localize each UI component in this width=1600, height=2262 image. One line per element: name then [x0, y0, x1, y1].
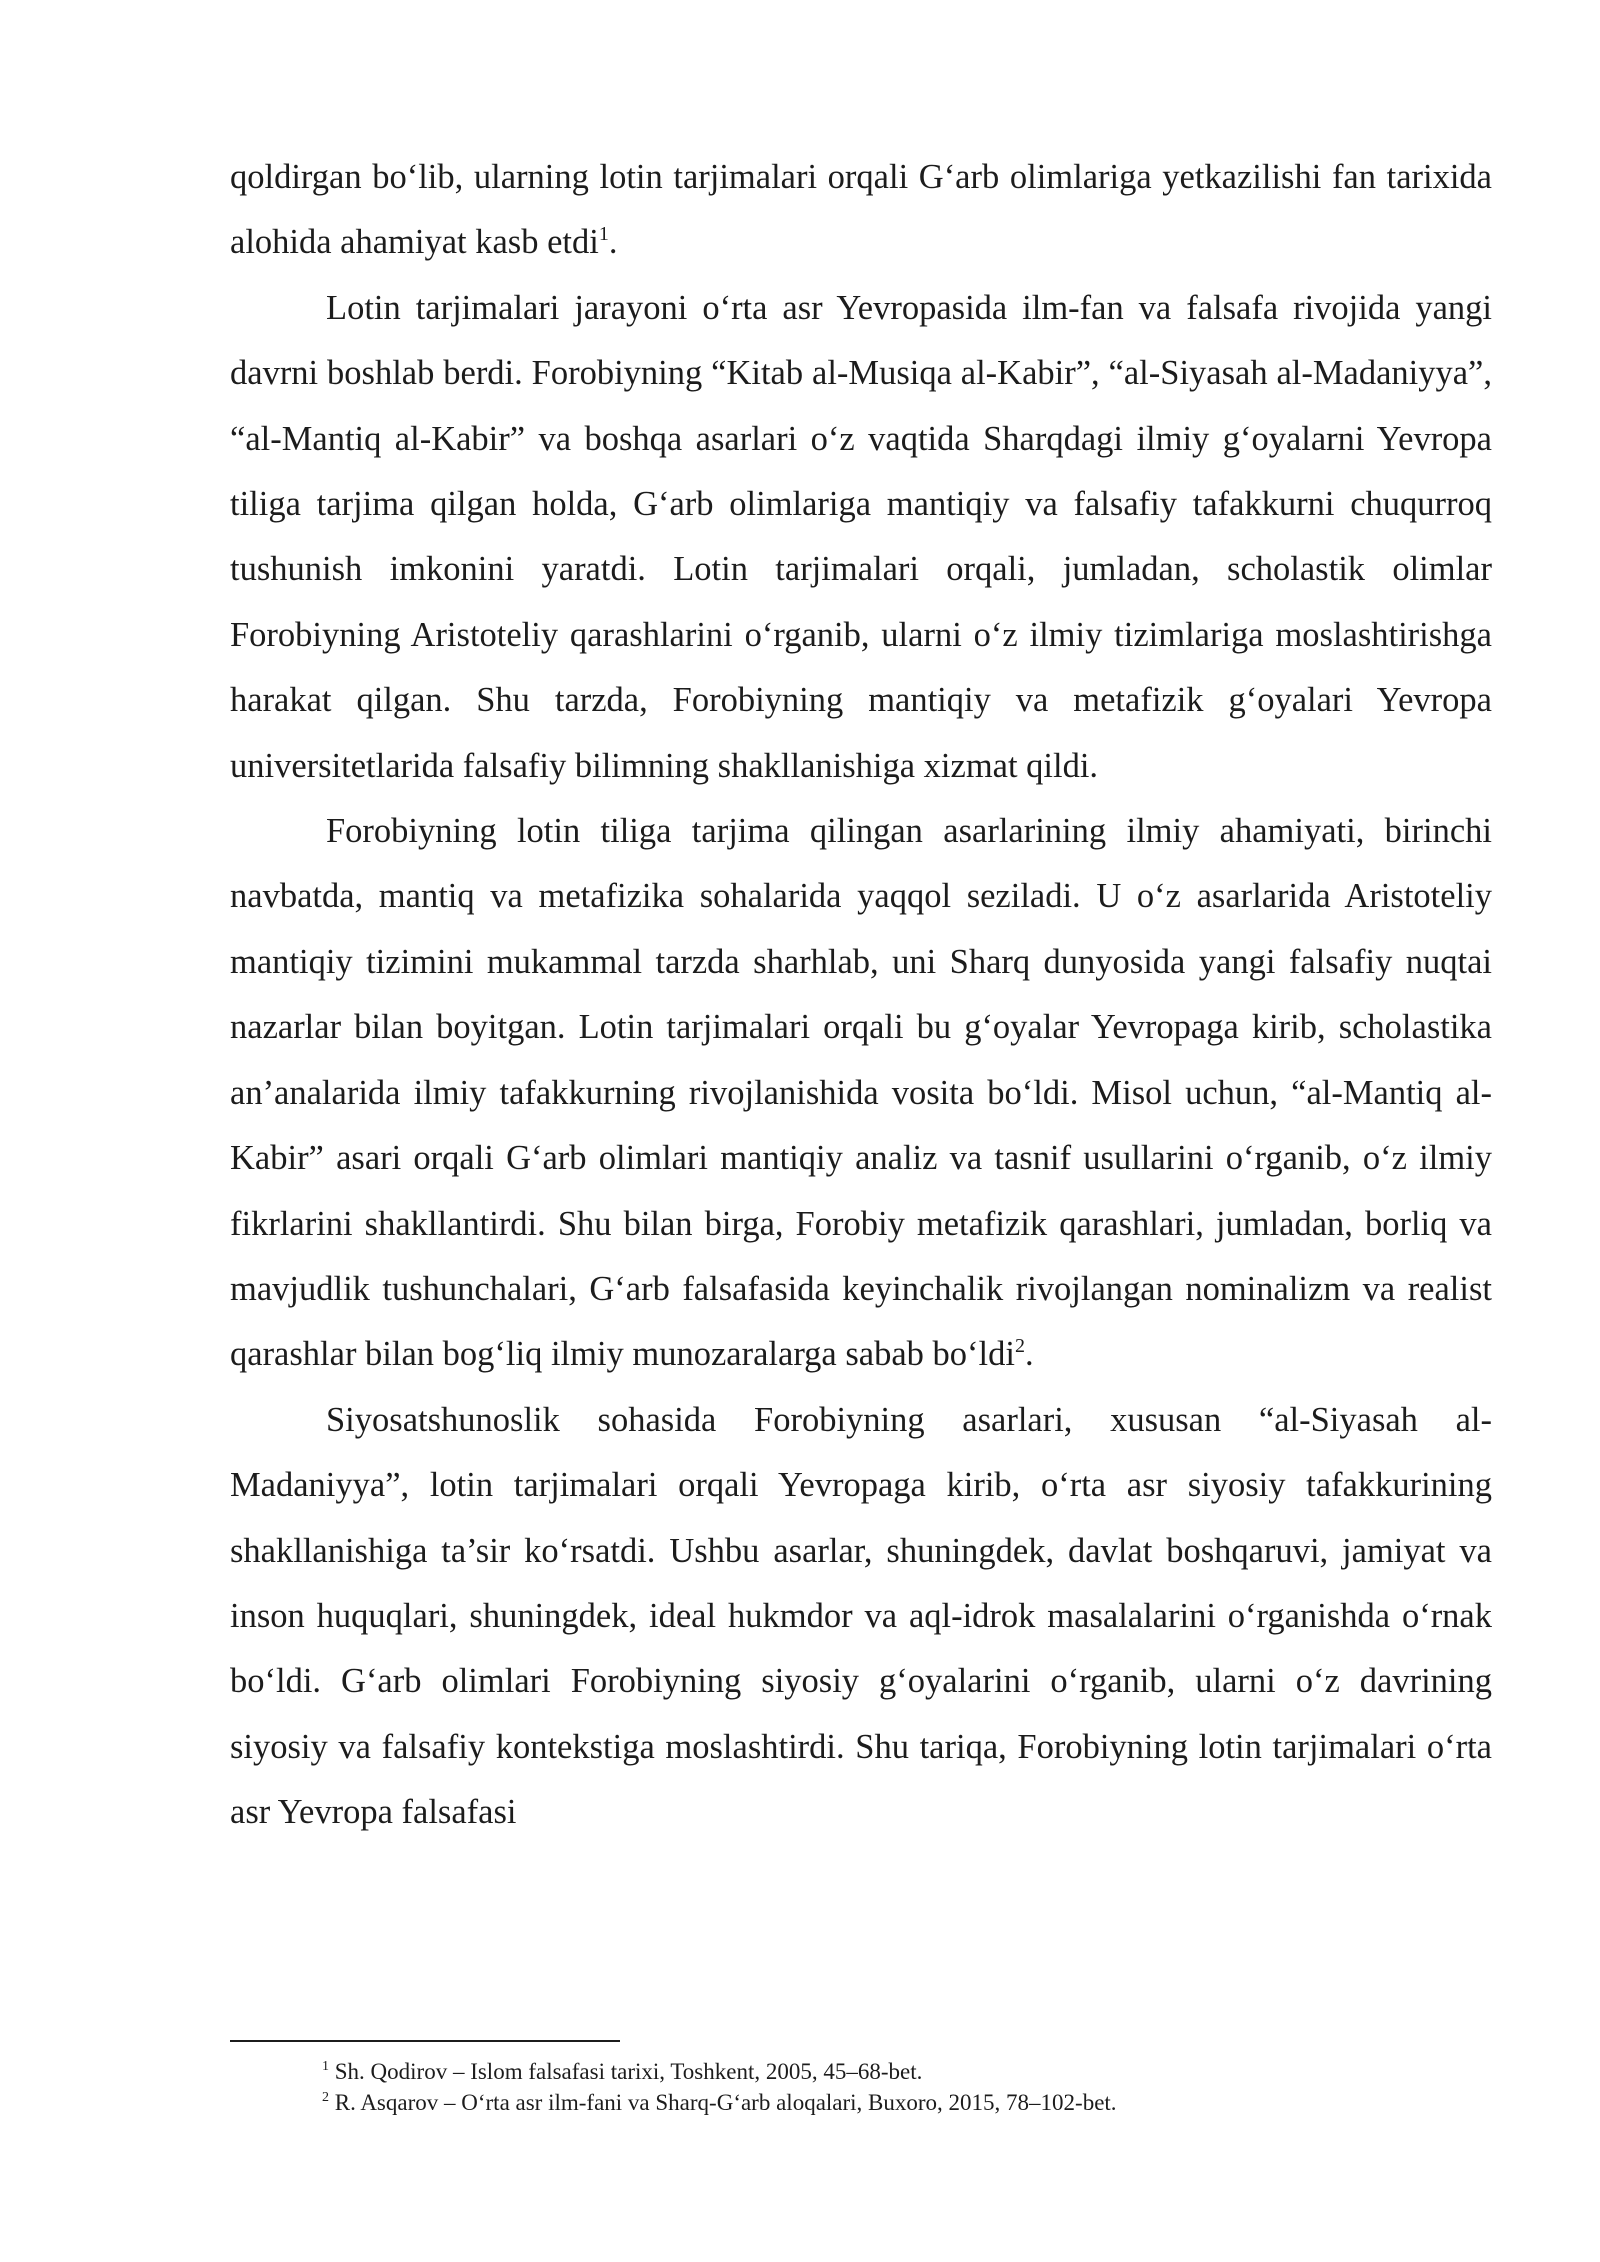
- footnote-mark: 1: [322, 2059, 329, 2074]
- paragraph-text: Siyosatshunoslik sohasida Forobiyning asarlari, xususan “al-Siyasah al-Madaniyya”, lotin tarjimalari orqali Yevropaga kirib, o‘rta asr siyosiy tafakkurining shakllanishiga ta’sir ko‘rsatdi. Ushbu asarlar, shuningdek, davlat boshqaruvi, jamiyat va inson huquqlari, shuningdek, ideal hukmdor va aql-idrok masalalarini o‘rganishda o‘rnak bo‘ldi. G‘arb olimlari Forobiyning siyosiy g‘oyalarini o‘rganib, ularni o‘z davrining siyosiy va falsafiy kontekstiga moslashtirdi. Shu tariqa, Forobiyning lotin tarjimalari o‘rta asr Yevropa falsafasi: [230, 1400, 1492, 1832]
- paragraph: [230, 276, 1492, 799]
- footnote: [322, 2056, 1482, 2087]
- paragraph-text: Forobiyning lotin tiliga tarjima qilingan asarlarining ilmiy ahamiyati, birinchi navbatda, mantiq va metafizika sohalarida yaqqol seziladi. U o‘z asarlarida Aristoteliy mantiqiy tizimini mukammal tarzda sharhlab, uni Sharq dunyosida yangi falsafiy nuqtai nazarlar bilan boyitgan. Lotin tarjimalari orqali bu g‘oyalar Yevropaga kirib, scholastika an’analarida ilmiy tafakkurning rivojlanishida vosita bo‘ldi. Misol uchun, “al-Mantiq al-Kabir” asari orqali G‘arb olimlari mantiqiy analiz va tasnif usullarini o‘rganib, o‘z ilmiy fikrlarini shakllantirdi. Shu bilan birga, Forobiy metafizik qarashlari, jumladan, borliq va mavjudlik tushunchalari, G‘arb falsafasida keyinchalik rivojlangan nominalizm va realist qarashlar bilan bog‘liq ilmiy munozaralarga sabab bo‘ldi: [230, 812, 1492, 1374]
- body-text: [230, 145, 1492, 1846]
- paragraph-text: Lotin tarjimalari jarayoni o‘rta asr Yevropasida ilm-fan va falsafa rivojida yangi davrni boshlab berdi. Forobiyning “Kitab al-Musiqa al-Kabir”, “al-Siyasah al-Madaniyya”, “al-Mantiq al-Kabir” va boshqa asarlari o‘z vaqtida Sharqdagi ilmiy g‘oyalarni Yevropa tiliga tarjima qilgan holda, G‘arb olimlariga mantiqiy va falsafiy tafakkurni chuqurroq tushunish imkonini yaratdi. Lotin tarjimalari orqali, jumladan, scholastik olimlar Forobiyning Aristoteliy qarashlarini o‘rganib, ularni o‘z ilmiy tizimlariga moslashtirishga harakat qilgan. Shu tarzda, Forobiyning mantiqiy va metafizik g‘oyalari Yevropa universitetlarida falsafiy bilimning shakllanishiga xizmat qildi.: [230, 288, 1492, 785]
- paragraph-text: qoldirgan bo‘lib, ularning lotin tarjimalari orqali G‘arb olimlariga yetkazilishi fan tarixida alohida ahamiyat kasb etdi: [230, 158, 1492, 262]
- paragraph: [230, 1388, 1492, 1846]
- footnotes: [322, 2056, 1482, 2118]
- paragraph: [230, 799, 1492, 1388]
- paragraph-end: .: [1024, 1335, 1034, 1374]
- footnote-mark: 2: [322, 2090, 329, 2105]
- paragraph-end: .: [608, 223, 618, 262]
- footnote-separator: [230, 2040, 620, 2042]
- paragraph: [230, 145, 1492, 276]
- footnote-text: R. Asqarov – O‘rta asr ilm-fani va Sharq-G‘arb aloqalari, Buxoro, 2015, 78–102-bet.: [329, 2090, 1117, 2115]
- footnote-reference[interactable]: 2: [1014, 1335, 1025, 1358]
- footnote: [322, 2087, 1482, 2118]
- footnote-reference[interactable]: 1: [598, 223, 609, 246]
- footnote-text: Sh. Qodirov – Islom falsafasi tarixi, Toshkent, 2005, 45–68-bet.: [329, 2059, 923, 2084]
